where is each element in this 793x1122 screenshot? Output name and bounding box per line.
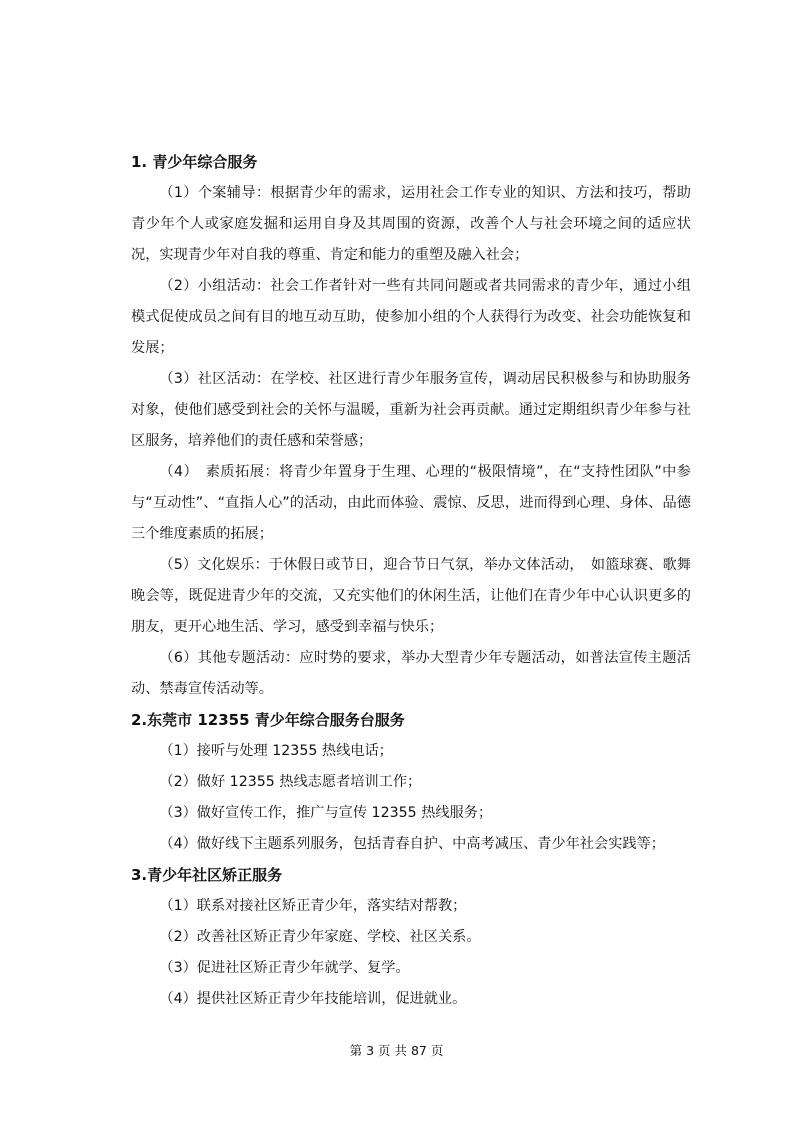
list-item: （2）改善社区矫正青少年家庭、学校、社区关系。: [159, 929, 481, 945]
page-body: [131, 147, 691, 1015]
list-item: （1）接听与处理 12355 热线电话；: [159, 743, 393, 759]
paragraph-case-counseling: （1）个案辅导：根据青少年的需求，运用社会工作专业的知识、方法和技巧，帮助青少年个人或家庭发掘和运用自身及其周围的资源，改善个人与社会环境之间的适应状况，实现青少年对自我的尊重、肯定和能力的重塑及融入社会；: [131, 185, 691, 263]
paragraph-community-activities: （3）社区活动：在学校、社区进行青少年服务宣传，调动居民积极参与和协助服务对象，使他们感受到社会的关怀与温暖，重新为社会再贡献。通过定期组织青少年参与社区服务，培养他们的责任感和荣誉感；: [131, 371, 691, 449]
section-heading-youth-services: 1. 青少年综合服务: [131, 153, 258, 171]
paragraph-special-events: （6）其他专题活动：应时势的要求，举办大型青少年专题活动，如普法宣传主题活动、禁毒宣传活动等。: [131, 650, 691, 697]
section-heading-community-correction: 3.青少年社区矫正服务: [131, 866, 283, 884]
section-heading-12355-hotline: 2.东莞市 12355 青少年综合服务台服务: [131, 711, 405, 729]
paragraph-cultural-entertainment: （5）文化娱乐：于休假日或节日，迎合节日气氛，举办文体活动， 如篮球赛、歌舞晚会等，既促进青少年的交流，又充实他们的休闲生活，让他们在青少年中心认识更多的朋友，更开心地生活、学习，感受到幸福与快乐；: [131, 557, 691, 635]
paragraph-quality-development: （4） 素质拓展：将青少年置身于生理、心理的“极限情境”，在“支持性团队”中参与“互动性”、“直指人心”的活动，由此而体验、震惊、反思，进而得到心理、身体、品德三个维度素质的拓展；: [131, 464, 691, 542]
page-number-footer: 第 3 页 共 87 页: [349, 1043, 444, 1058]
list-item: （3）促进社区矫正青少年就学、复学。: [159, 960, 410, 976]
list-item: （4）提供社区矫正青少年技能培训，促进就业。: [159, 991, 467, 1007]
list-item: （3）做好宣传工作，推广与宣传 12355 热线服务；: [159, 805, 493, 821]
list-item: （1）联系对接社区矫正青少年，落实结对帮教；: [159, 898, 467, 914]
paragraph-group-activities: （2）小组活动：社会工作者针对一些有共同问题或者共同需求的青少年，通过小组模式促使成员之间有目的地互动互助，使参加小组的个人获得行为改变、社会功能恢复和发展；: [131, 278, 691, 356]
list-item: （2）做好 12355 热线志愿者培训工作；: [159, 774, 422, 790]
list-item: （4）做好线下主题系列服务，包括青春自护、中高考减压、青少年社会实践等；: [159, 836, 665, 852]
